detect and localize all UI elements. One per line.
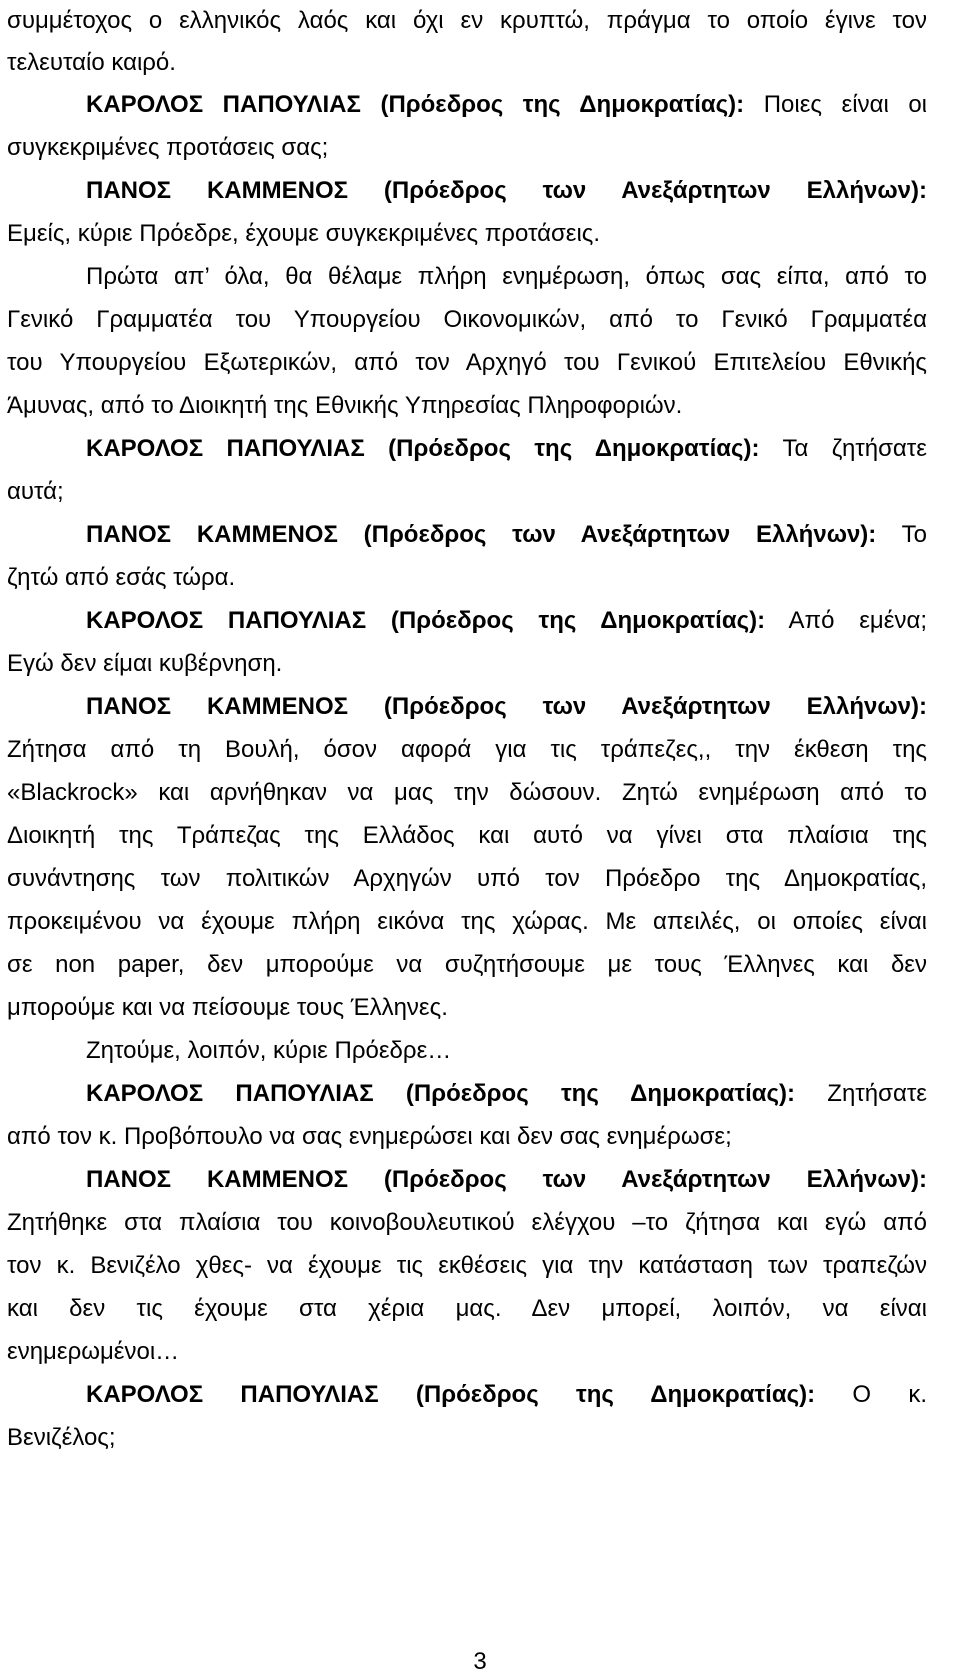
text-line: Διοικητή της Τράπεζας της Ελλάδος και αυτό να γίνει στα πλαίσια της	[7, 822, 927, 849]
speaker-name: ΚΑΡΟΛΟΣ ΠΑΠΟΥΛΙΑΣ (Πρόεδρος της Δημοκρατίας):	[86, 91, 745, 118]
text-line: αυτά;	[7, 478, 64, 505]
text-line: «Blackrock» και αρνήθηκαν να μας την δώσουν. Ζητώ ενημέρωση από το	[7, 779, 927, 806]
text-line: συμμέτοχος ο ελληνικός λαός και όχι εν κρυπτώ, πράγμα το οποίο έγινε τον	[7, 7, 927, 34]
text-line: Βενιζέλος;	[7, 1424, 116, 1451]
text-line: Εμείς, κύριε Πρόεδρε, έχουμε συγκεκριμένες προτάσεις.	[7, 220, 601, 247]
text-line: Γενικό Γραμματέα του Υπουργείου Οικονομικών, από το Γενικό Γραμματέα	[7, 306, 927, 333]
text-line: Εγώ δεν είμαι κυβέρνηση.	[7, 650, 283, 677]
page-number: 3	[473, 1648, 487, 1675]
text-line: μπορούμε και να πείσουμε τους Έλληνες.	[7, 994, 448, 1021]
speech-papoulias: ΚΑΡΟΛΟΣ ΠΑΠΟΥΛΙΑΣ (Πρόεδρος της Δημοκρατίας): Ο κ.	[86, 1381, 927, 1408]
text-line: και δεν τις έχουμε στα χέρια μας. Δεν μπορεί, λοιπόν, να είναι	[7, 1295, 927, 1322]
speaker-name: ΠΑΝΟΣ ΚΑΜΜΕΝΟΣ (Πρόεδρος των Ανεξάρτητων Ελλήνων):	[86, 693, 927, 720]
speaker-name: ΚΑΡΟΛΟΣ ΠΑΠΟΥΛΙΑΣ (Πρόεδρος της Δημοκρατίας):	[86, 607, 766, 634]
speech-kammenos	[7, 1166, 927, 1194]
speaker-name: ΚΑΡΟΛΟΣ ΠΑΠΟΥΛΙΑΣ (Πρόεδρος της Δημοκρατίας):	[86, 1381, 816, 1408]
text-line: Πρώτα απ’ όλα, θα θέλαμε πλήρη ενημέρωση, όπως σας είπα, από το	[86, 263, 927, 290]
text-line: Ζήτησα από τη Βουλή, όσον αφορά για τις τράπεζες,, την έκθεση της	[7, 736, 927, 763]
speech-kammenos: ΠΑΝΟΣ ΚΑΜΜΕΝΟΣ (Πρόεδρος των Ανεξάρτητων Ελλήνων): Το	[86, 521, 927, 548]
text-line: τελευταίο καιρό.	[7, 49, 176, 76]
text-line: τον κ. Βενιζέλο χθες- να έχουμε τις εκθέσεις για την κατάσταση των τραπεζών	[7, 1252, 927, 1279]
text-line: συνάντησης των πολιτικών Αρχηγών υπό τον Πρόεδρο της Δημοκρατίας,	[7, 865, 927, 892]
speaker-name: ΠΑΝΟΣ ΚΑΜΜΕΝΟΣ (Πρόεδρος των Ανεξάρτητων Ελλήνων):	[86, 177, 927, 204]
speech-papoulias: ΚΑΡΟΛΟΣ ΠΑΠΟΥΛΙΑΣ (Πρόεδρος της Δημοκρατίας): Τα ζητήσατε	[86, 435, 927, 462]
speech-papoulias: ΚΑΡΟΛΟΣ ΠΑΠΟΥΛΙΑΣ (Πρόεδρος της Δημοκρατίας): Από εμένα;	[86, 607, 927, 634]
speaker-name: ΠΑΝΟΣ ΚΑΜΜΕΝΟΣ (Πρόεδρος των Ανεξάρτητων Ελλήνων):	[86, 1166, 927, 1193]
speaker-name: ΚΑΡΟΛΟΣ ΠΑΠΟΥΛΙΑΣ (Πρόεδρος της Δημοκρατίας):	[86, 435, 760, 462]
text-line: συγκεκριμένες προτάσεις σας;	[7, 134, 329, 161]
speech-kammenos	[7, 177, 927, 205]
text-line: του Υπουργείου Εξωτερικών, από τον Αρχηγό του Γενικού Επιτελείου Εθνικής	[7, 349, 927, 376]
speech-papoulias: ΚΑΡΟΛΟΣ ΠΑΠΟΥΛΙΑΣ (Πρόεδρος της Δημοκρατίας): Ζητήσατε	[86, 1080, 927, 1107]
speaker-name: ΚΑΡΟΛΟΣ ΠΑΠΟΥΛΙΑΣ (Πρόεδρος της Δημοκρατίας):	[86, 1080, 796, 1107]
text-line: Ζητούμε, λοιπόν, κύριε Πρόεδρε…	[86, 1037, 452, 1064]
text-line: από τον κ. Προβόπουλο να σας ενημερώσει και δεν σας ενημέρωσε;	[7, 1123, 732, 1150]
text-line: ζητώ από εσάς τώρα.	[7, 564, 236, 591]
speaker-name: ΠΑΝΟΣ ΚΑΜΜΕΝΟΣ (Πρόεδρος των Ανεξάρτητων Ελλήνων):	[86, 521, 877, 548]
text-line: προκειμένου να έχουμε πλήρη εικόνα της χώρας. Με απειλές, οι οποίες είναι	[7, 908, 927, 935]
speech-kammenos	[7, 693, 927, 721]
speech-papoulias: ΚΑΡΟΛΟΣ ΠΑΠΟΥΛΙΑΣ (Πρόεδρος της Δημοκρατίας): Ποιες είναι οι	[86, 91, 928, 118]
text-line: Ζητήθηκε στα πλαίσια του κοινοβουλευτικού ελέγχου –το ζήτησα και εγώ από	[7, 1209, 927, 1236]
text-line: Άμυνας, από το Διοικητή της Εθνικής Υπηρεσίας Πληροφοριών.	[7, 392, 683, 419]
text-line: ενημερωμένοι…	[7, 1338, 180, 1365]
text-line: σε non paper, δεν μπορούμε να συζητήσουμε με τους Έλληνες και δεν	[7, 951, 927, 978]
